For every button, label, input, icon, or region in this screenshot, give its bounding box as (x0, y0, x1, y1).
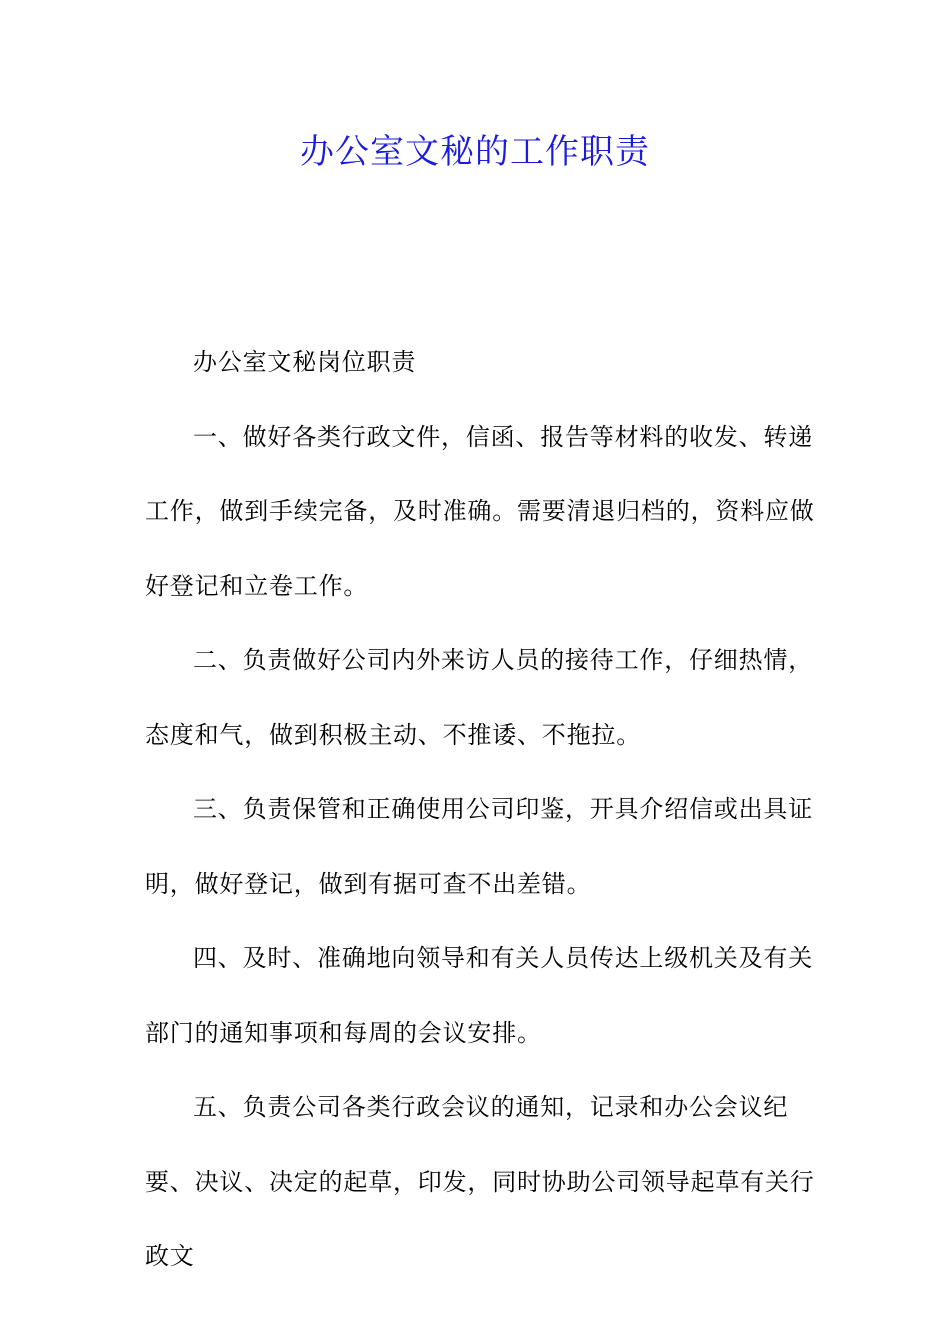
paragraph-1: 一、做好各类行政文件，信函、报告等材料的收发、转递工作，做到手续完备，及时准确。需要清退归档的，资料应做好登记和立卷工作。 (145, 422, 815, 600)
document-body (145, 325, 825, 1294)
paragraph-3: 三、负责保管和正确使用公司印鉴，开具介绍信或出具证明，做好登记，做到有据可查不出差错。 (145, 795, 813, 898)
paragraph-5: 五、负责公司各类行政会议的通知，记录和办公会议纪要、决议、决定的起草，印发，同时协助公司领导起草有关行政文 (145, 1093, 815, 1270)
paragraph-4: 四、及时、准确地向领导和有关人员传达上级机关及有关部门的通知事项和每周的会议安排。 (145, 944, 813, 1047)
section-heading: 办公室文秘岗位职责 (193, 348, 417, 376)
paragraph-2: 二、负责做好公司内外来访人员的接待工作，仔细热情，态度和气，做到积极主动、不推诿、不拖拉。 (145, 646, 813, 749)
document-title: 办公室文秘的工作职责 (300, 132, 650, 172)
